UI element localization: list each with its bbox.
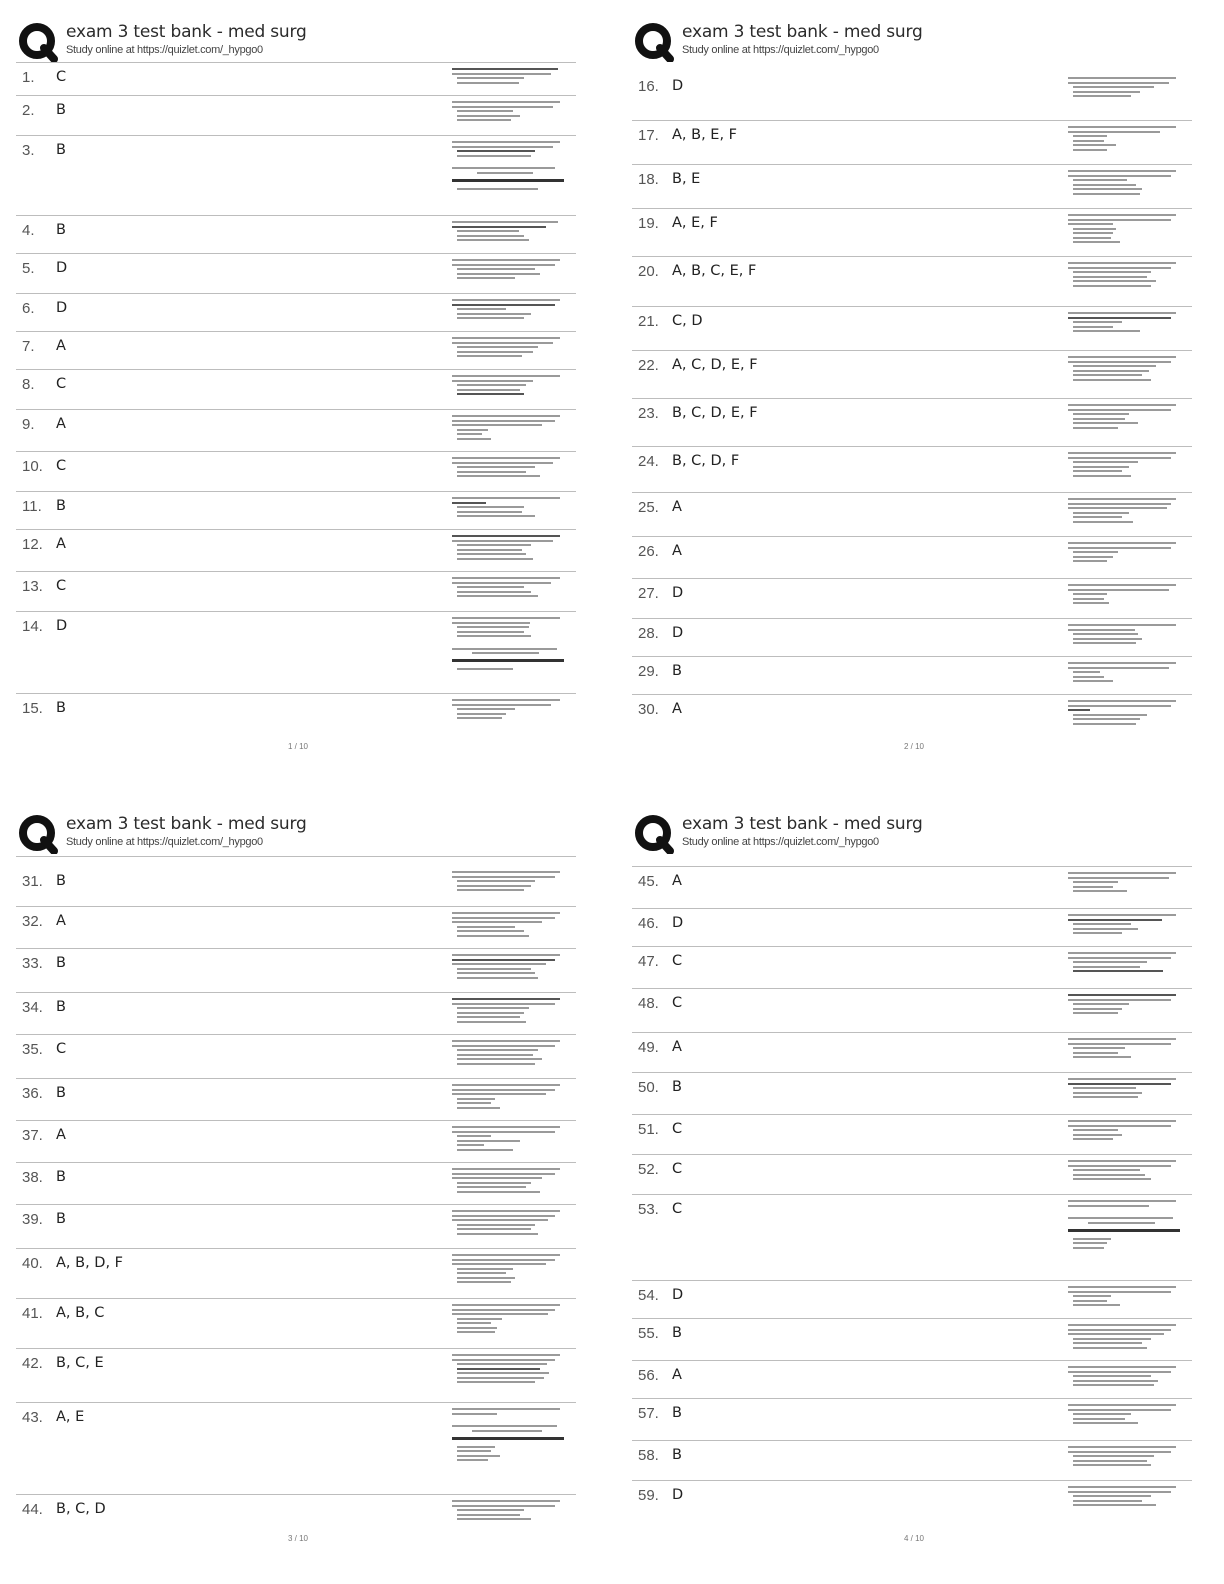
answer: B [672,1405,682,1421]
answer: B [56,1085,66,1101]
question-number: 53. [638,1201,659,1218]
question-number: 15. [22,700,43,717]
question-number: 28. [638,625,659,642]
answer-row [632,866,1192,908]
question-text-thumbnail [452,1254,564,1286]
page-title: exam 3 test bank - med surg [66,22,307,42]
answer-row [632,1480,1192,1524]
question-text-thumbnail [452,221,564,244]
question-text-thumbnail [1068,1366,1180,1389]
question-text-thumbnail [452,1168,564,1195]
answer-row [16,948,576,992]
answer-row [16,906,576,948]
answer: C [672,995,683,1011]
question-number: 16. [638,78,659,95]
study-link[interactable]: Study online at https://quizlet.com/_hypgo0 [682,836,879,848]
question-number: 32. [22,913,43,930]
question-number: 25. [638,499,659,516]
answer: D [672,1287,684,1303]
page-number: 1 / 10 [287,742,308,751]
study-link[interactable]: Study online at https://quizlet.com/_hypgo0 [66,44,263,56]
answer-row [16,571,576,611]
answer: B, C, E [56,1355,104,1371]
answer-row [16,331,576,369]
question-text-thumbnail [1068,1404,1180,1427]
answer-row [16,253,576,293]
answer-row [632,578,1192,618]
answer-row [632,1032,1192,1072]
answer-row [16,409,576,451]
quizlet-logo-icon [18,814,58,854]
answer: C [56,376,67,392]
question-number: 19. [638,215,659,232]
answer: B [56,222,66,238]
question-number: 58. [638,1447,659,1464]
study-link[interactable]: Study online at https://quizlet.com/_hypgo0 [682,44,879,56]
answer: A [56,1127,66,1143]
answer-row [16,1248,576,1298]
answer-row [16,369,576,409]
answer-row [632,256,1192,306]
question-text-thumbnail [452,457,564,480]
answer-row [16,293,576,331]
answer-list [16,854,576,1538]
answer-row [632,1360,1192,1398]
question-text-thumbnail [1068,1324,1180,1351]
question-number: 33. [22,955,43,972]
answer: C, D [672,313,703,329]
page-header [632,14,1210,62]
answer: A [56,416,66,432]
question-text-thumbnail [1068,624,1180,647]
answer: A [56,536,66,552]
answer-row [632,492,1192,536]
answer-row [632,1194,1192,1280]
question-text-thumbnail [1068,662,1180,685]
answer-row [16,992,576,1034]
page-3 [16,806,594,1576]
question-text-thumbnail [1068,914,1180,937]
answer: C [56,578,67,594]
question-text-thumbnail [1068,1078,1180,1101]
answer-row [632,618,1192,656]
question-number: 51. [638,1121,659,1138]
question-number: 34. [22,999,43,1016]
question-number: 1. [22,69,35,86]
answer-row [632,1114,1192,1154]
question-number: 14. [22,618,43,635]
question-text-thumbnail [452,699,564,722]
question-number: 38. [22,1169,43,1186]
question-text-thumbnail [452,1304,564,1336]
answer: C [56,458,67,474]
answer: A, B, C, E, F [672,263,757,279]
answer-list [632,62,1192,738]
question-text-thumbnail [452,1500,564,1523]
answer: D [56,618,68,634]
page-2 [632,14,1210,784]
page-number: 2 / 10 [903,742,924,751]
question-text-thumbnail [452,299,564,322]
answer: B [56,1169,66,1185]
question-number: 39. [22,1211,43,1228]
page-number: 4 / 10 [903,1534,924,1543]
question-number: 52. [638,1161,659,1178]
answer-row [632,988,1192,1032]
answer: A, E [56,1409,85,1425]
answer-row [16,529,576,571]
answer-row [16,1494,576,1538]
page-4 [632,806,1210,1576]
question-number: 31. [22,873,43,890]
question-number: 27. [638,585,659,602]
question-text-thumbnail [452,535,564,562]
answer: B [56,498,66,514]
question-text-thumbnail [452,259,564,282]
answer: A [56,913,66,929]
question-text-thumbnail [452,998,564,1025]
answer: B, C, D, E, F [672,405,758,421]
question-text-thumbnail [452,912,564,939]
answer-list [16,62,576,731]
page-title: exam 3 test bank - med surg [682,22,923,42]
answer: A, B, C [56,1305,105,1321]
question-text-thumbnail [1068,312,1180,335]
answer: B [56,955,66,971]
question-text-thumbnail [452,1354,564,1386]
answer-row [16,62,576,95]
answer: B [672,1325,682,1341]
answer-row [632,1072,1192,1114]
question-number: 59. [638,1487,659,1504]
answer: A [672,1039,682,1055]
answer-row [16,1078,576,1120]
question-text-thumbnail [452,68,564,86]
quizlet-logo-icon [634,814,674,854]
question-text-thumbnail [1068,542,1180,565]
question-number: 37. [22,1127,43,1144]
answer-row [632,1154,1192,1194]
question-text-thumbnail [452,617,564,673]
answer-row [16,135,576,215]
answer-row [632,946,1192,988]
page-header [16,806,594,854]
question-text-thumbnail [1068,262,1180,289]
question-text-thumbnail [1068,126,1180,153]
answer-row [632,908,1192,946]
question-text-thumbnail [1068,1120,1180,1143]
question-text-thumbnail [452,337,564,360]
answer: A, B, E, F [672,127,738,143]
question-text-thumbnail [1068,1200,1180,1251]
question-text-thumbnail [452,577,564,600]
answer: A [672,873,682,889]
question-number: 56. [638,1367,659,1384]
answer: D [672,625,684,641]
answer-row [16,856,576,906]
answer: C [672,1121,683,1137]
answer: A [672,543,682,559]
question-number: 46. [638,915,659,932]
question-number: 12. [22,536,43,553]
answer-row [16,1298,576,1348]
question-text-thumbnail [1068,498,1180,525]
answer: C [672,953,683,969]
answer-row [632,536,1192,578]
answer-row [632,72,1192,120]
question-text-thumbnail [452,1408,564,1464]
page-header [632,806,1210,854]
question-number: 45. [638,873,659,890]
answer: B [56,873,66,889]
answer-row [632,350,1192,398]
answer-row [632,446,1192,492]
question-number: 17. [638,127,659,144]
answer: D [672,585,684,601]
question-text-thumbnail [1068,872,1180,895]
answer-row [16,1162,576,1204]
answer: A [672,499,682,515]
answer-row [16,1348,576,1402]
page-1 [16,14,594,784]
answer: D [672,915,684,931]
page-title: exam 3 test bank - med surg [682,814,923,834]
question-number: 44. [22,1501,43,1518]
answer-row [632,306,1192,350]
question-number: 4. [22,222,35,239]
question-number: 20. [638,263,659,280]
quizlet-logo-icon [18,22,58,62]
answer: B [56,102,66,118]
answer-row [632,1318,1192,1360]
answer: B [672,1079,682,1095]
question-text-thumbnail [452,141,564,192]
answer: C [56,1041,67,1057]
answer-row [16,95,576,135]
question-text-thumbnail [1068,452,1180,479]
question-number: 29. [638,663,659,680]
answer: C [56,69,67,85]
question-number: 55. [638,1325,659,1342]
question-text-thumbnail [1068,1446,1180,1469]
answer-row [16,215,576,253]
quizlet-logo-icon [634,22,674,62]
answer: D [672,78,684,94]
answer-row [16,451,576,491]
question-number: 43. [22,1409,43,1426]
question-number: 40. [22,1255,43,1272]
question-text-thumbnail [1068,1286,1180,1309]
question-number: 26. [638,543,659,560]
answer-row [16,693,576,731]
question-text-thumbnail [1068,77,1180,100]
question-text-thumbnail [1068,214,1180,246]
question-text-thumbnail [1068,1038,1180,1061]
question-number: 49. [638,1039,659,1056]
answer: B, C, D, F [672,453,740,469]
answer-row [16,491,576,529]
answer-row [632,208,1192,256]
answer-row [632,164,1192,208]
answer: A, E, F [672,215,718,231]
question-number: 21. [638,313,659,330]
question-number: 30. [638,701,659,718]
question-number: 18. [638,171,659,188]
answer-row [632,694,1192,738]
question-text-thumbnail [1068,404,1180,431]
answer-row [632,398,1192,446]
answer: B [672,1447,682,1463]
answer: A [672,1367,682,1383]
question-text-thumbnail [452,1126,564,1153]
question-number: 24. [638,453,659,470]
question-text-thumbnail [452,1084,564,1111]
page-number: 3 / 10 [287,1534,308,1543]
question-text-thumbnail [1068,1486,1180,1509]
answer-row [632,1440,1192,1480]
answer-row [16,1402,576,1494]
question-number: 42. [22,1355,43,1372]
question-text-thumbnail [1068,356,1180,383]
answer: B [56,1211,66,1227]
answer: D [672,1487,684,1503]
question-number: 22. [638,357,659,374]
question-number: 6. [22,300,35,317]
answer: D [56,300,68,316]
question-number: 41. [22,1305,43,1322]
question-number: 36. [22,1085,43,1102]
answer: A, B, D, F [56,1255,124,1271]
question-number: 48. [638,995,659,1012]
answer-row [16,1034,576,1078]
question-number: 7. [22,338,35,355]
question-text-thumbnail [1068,700,1180,727]
question-text-thumbnail [452,101,564,124]
answer: B, E [672,171,701,187]
question-text-thumbnail [1068,952,1180,975]
question-number: 47. [638,953,659,970]
question-text-thumbnail [452,1040,564,1067]
question-number: 5. [22,260,35,277]
question-number: 8. [22,376,35,393]
question-number: 9. [22,416,35,433]
answer: B [56,999,66,1015]
answer-row [16,1204,576,1248]
question-text-thumbnail [1068,584,1180,607]
question-text-thumbnail [452,375,564,398]
question-number: 3. [22,142,35,159]
answer-row [16,1120,576,1162]
answer: D [56,260,68,276]
answer-row [632,1280,1192,1318]
question-number: 13. [22,578,43,595]
question-text-thumbnail [452,497,564,520]
question-number: 54. [638,1287,659,1304]
question-number: 10. [22,458,43,475]
answer-row [632,1398,1192,1440]
page-header [16,14,594,62]
answer: B, C, D [56,1501,106,1517]
question-number: 50. [638,1079,659,1096]
question-text-thumbnail [452,415,564,442]
page-title: exam 3 test bank - med surg [66,814,307,834]
answer: B [672,663,682,679]
question-text-thumbnail [452,1210,564,1237]
question-number: 23. [638,405,659,422]
answer: A [672,701,682,717]
question-number: 11. [22,498,42,515]
study-link[interactable]: Study online at https://quizlet.com/_hypgo0 [66,836,263,848]
answer-list [632,854,1192,1524]
answer: A, C, D, E, F [672,357,758,373]
question-text-thumbnail [1068,170,1180,197]
question-text-thumbnail [452,871,564,894]
question-number: 57. [638,1405,659,1422]
answer-row [632,120,1192,164]
question-number: 2. [22,102,35,119]
answer: C [672,1161,683,1177]
question-text-thumbnail [1068,1160,1180,1183]
answer: C [672,1201,683,1217]
answer-row [632,656,1192,694]
question-text-thumbnail [1068,994,1180,1017]
answer-row [16,611,576,693]
question-number: 35. [22,1041,43,1058]
answer: B [56,700,66,716]
question-text-thumbnail [452,954,564,981]
answer: B [56,142,66,158]
answer: A [56,338,66,354]
